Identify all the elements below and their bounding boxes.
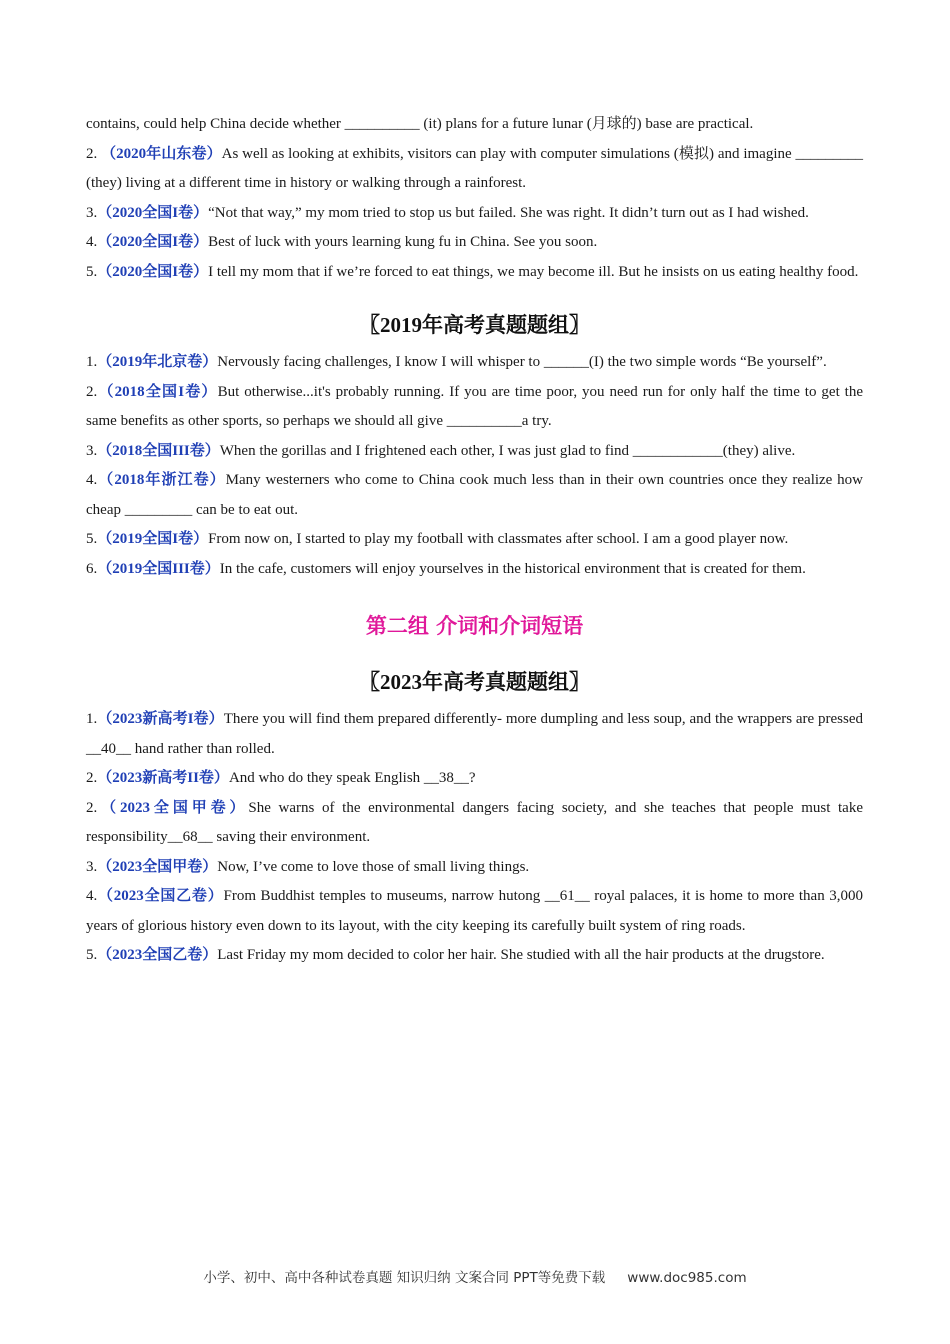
question-item: 5.（2019全国I卷）From now on, I started to play my football with classmates after school. I am a good player now.	[86, 531, 789, 547]
footer-site-link[interactable]: www.doc985.com	[627, 1270, 747, 1286]
question-item: 3.（2020全国I卷）“Not that way,” my mom tried to stop us but failed. She was right. It didn’t turn out as I had wished.	[86, 204, 809, 221]
question-item: 3.（2023全国甲卷）Now, I’ve come to love those of small living things.	[86, 858, 530, 875]
question-item: 4.（2020全国I卷）Best of luck with yours learning kung fu in China. See you soon.	[86, 234, 598, 250]
question-item: 4.（2023全国乙卷）From Buddhist temples to museums, narrow hutong __61__ royal palaces, it is home to more than 3,000 years of glorious history even down to its layout, with the city keeping its carefully built system of ring roads.	[86, 888, 863, 934]
question-list-2020	[86, 110, 863, 287]
heading-2019-group: 〖2019年高考真题题组〗	[359, 313, 590, 337]
question-list-2019	[86, 348, 863, 584]
question-item: 2.（2023全国甲卷）She warns of the environmental dangers facing society, and she teaches that people must take responsibility__68__ saving their environment.	[86, 799, 863, 845]
question-item: 3.（2018全国III卷）When the gorillas and I frightened each other, I was just glad to find ____________(they) alive.	[86, 442, 796, 459]
question-item: 6.（2019全国III卷）In the cafe, customers will enjoy yourselves in the historical environment that is created for them.	[86, 560, 806, 577]
question-item: 5.（2020全国I卷）I tell my mom that if we’re forced to eat things, we may become ill. But he insists on us eating healthy food.	[86, 263, 859, 280]
question-list-2023	[86, 705, 863, 971]
footer-text: 小学、初中、高中各种试卷真题 知识归纳 文案合同 PPT等免费下载	[203, 1270, 606, 1286]
question-item: 2. （2020年山东卷）As well as looking at exhibits, visitors can play with computer simulations (模拟) and imagine _________ (they) living at a different time in history or walking through a rainforest.	[86, 145, 863, 191]
question-item: 5.（2023全国乙卷）Last Friday my mom decided to color her hair. She studied with all the hair products at the drugstore.	[86, 947, 825, 963]
question-item: 1.（2019年北京卷）Nervously facing challenges, I know I will whisper to ______(I) the two simple words “Be yourself”.	[86, 354, 827, 370]
question-item: 4.（2018年浙江卷）Many westerners who come to China cook much less than in their own countries once they realize how cheap _________ can be to eat out.	[86, 472, 863, 518]
question-item: 1.（2023新高考I卷）There you will find them prepared differently- more dumpling and less soup, and the wrappers are pressed __40__ hand rather than rolled.	[86, 711, 864, 757]
page-footer	[0, 1266, 950, 1286]
section-title-prepositions: 第二组 介词和介词短语	[365, 614, 584, 638]
heading-2023-group: 〖2023年高考真题题组〗	[359, 670, 590, 694]
question-item: 2.（2023新高考II卷）And who do they speak English __38__?	[86, 770, 476, 786]
question-item: 2.（2018全国I卷）But otherwise...it's probably running. If you are time poor, you need run for only half the time to get the same benefits as other sports, so perhaps we should all give __________a try.	[86, 383, 863, 429]
document-page	[86, 110, 863, 971]
question-item: contains, could help China decide whether __________ (it) plans for a future lunar (月球的) base are practical.	[86, 116, 754, 132]
